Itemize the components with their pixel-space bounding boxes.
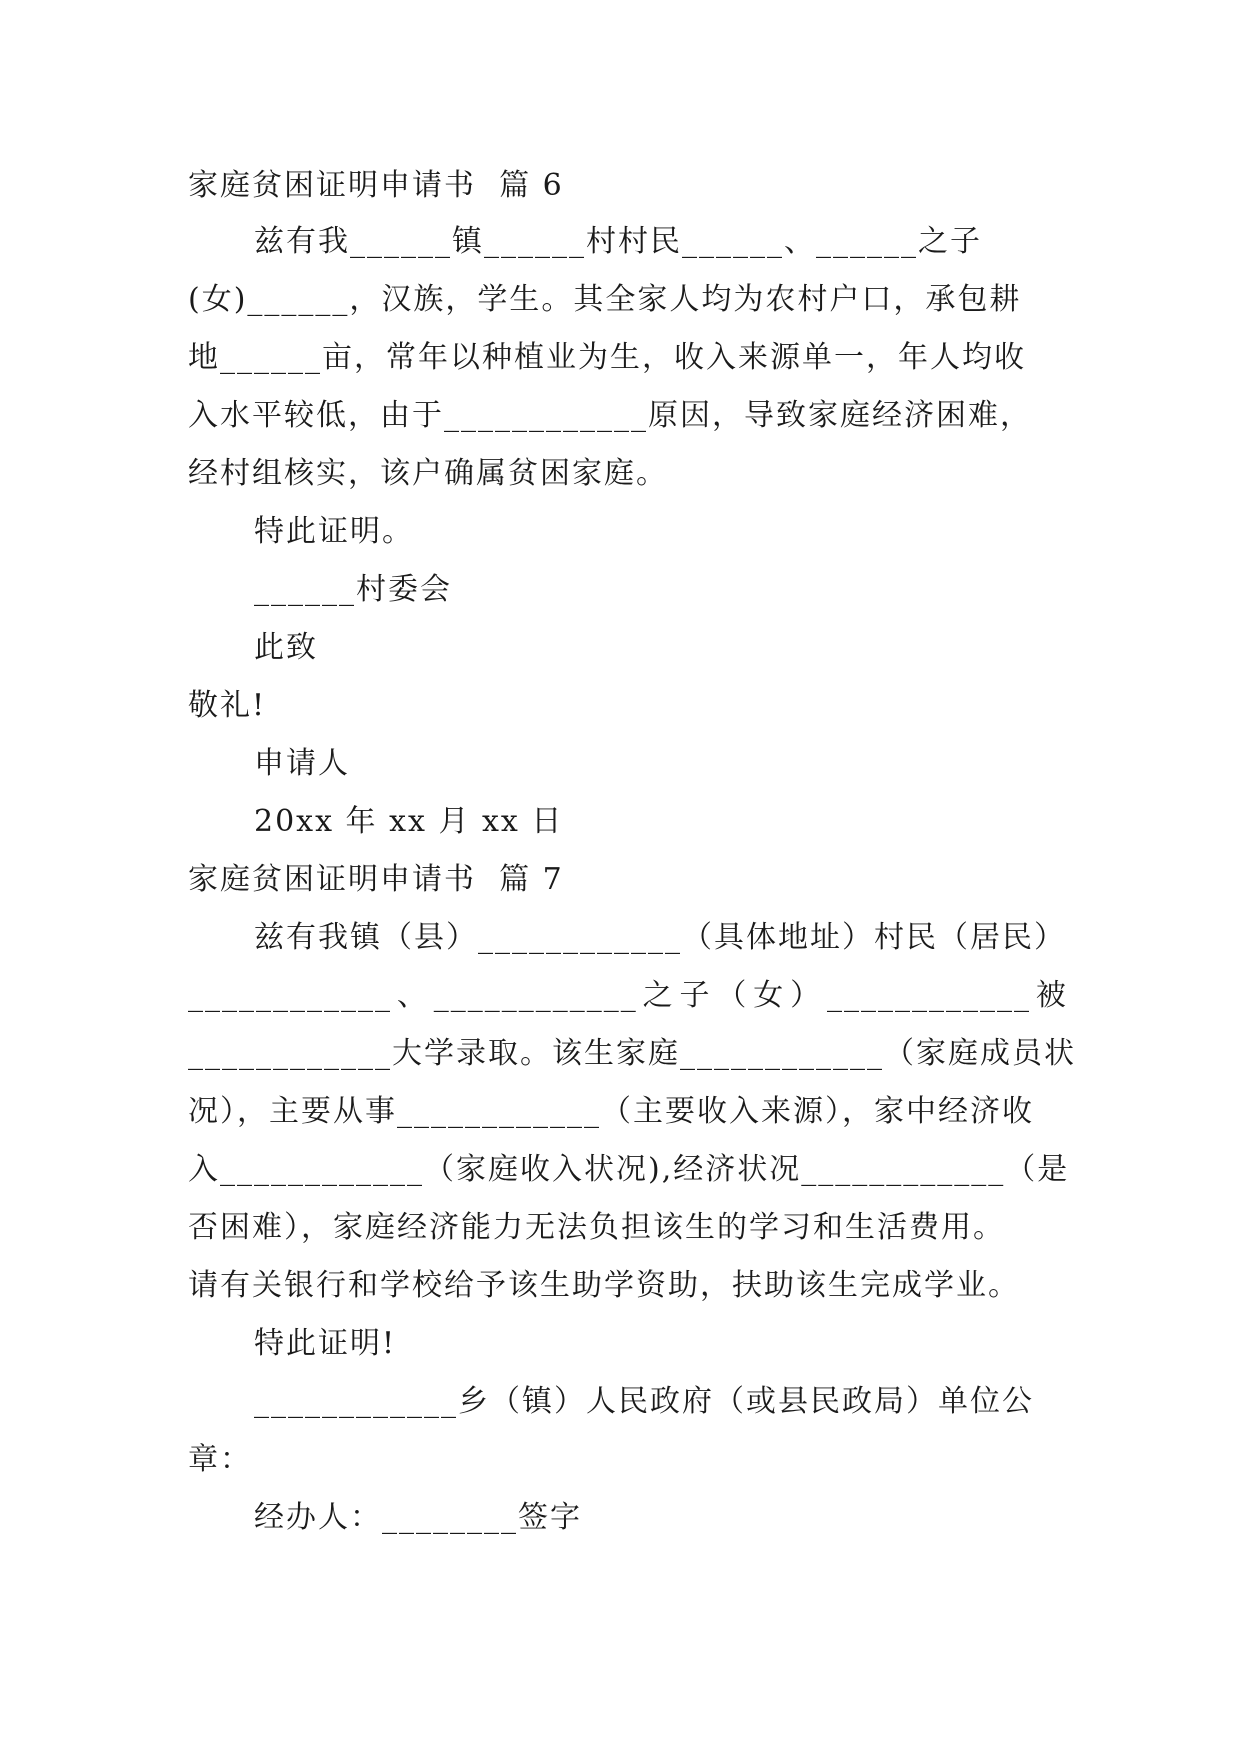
paragraph-line: 兹有我______镇______村村民______、______之子: [254, 224, 982, 259]
paragraph-line: 经村组核实，该户确属贫困家庭。: [188, 456, 668, 491]
paragraph-line-justified: [188, 976, 1068, 1016]
paragraph-line: 请有关银行和学校给予该生助学资助，扶助该生完成学业。: [188, 1268, 1020, 1303]
text-fragment: （: [716, 978, 749, 1013]
text-fragment: 子: [679, 978, 712, 1013]
closing-jingli: 敬礼!: [188, 688, 267, 723]
blank-field: ____________: [827, 978, 1031, 1013]
paragraph-line: (女)______，汉族，学生。其全家人均为农村户口，承包耕: [188, 282, 1022, 317]
paragraph-line: 兹有我镇（县）____________（具体地址）村民（居民）: [254, 920, 1066, 955]
certify-text: 特此证明。: [254, 514, 414, 549]
handler-signature: 经办人：________签字: [254, 1500, 582, 1535]
text-fragment: 之: [642, 978, 675, 1013]
paragraph-line: 入水平较低，由于____________原因，导致家庭经济困难，: [188, 398, 1032, 433]
blank-field: ____________: [433, 978, 638, 1013]
paragraph-line: 况），主要从事____________（主要收入来源），家中经济收: [188, 1094, 1034, 1129]
paragraph-line: 否困难），家庭经济能力无法负担该生的学习和生活费用。: [188, 1210, 1005, 1245]
text-fragment: 被: [1035, 978, 1068, 1013]
section-7-title: 家庭贫困证明申请书 篇 7: [188, 862, 564, 897]
certify-text: 特此证明!: [254, 1326, 397, 1361]
government-seal-line: 章：: [188, 1442, 252, 1477]
text-fragment: 女: [753, 978, 786, 1013]
text-fragment: 、: [396, 978, 429, 1013]
text-fragment: ）: [790, 978, 823, 1013]
paragraph-line: 地______亩，常年以种植业为生，收入来源单一，年人均收: [188, 340, 1026, 375]
paragraph-line: ____________大学录取。该生家庭____________（家庭成员状: [188, 1036, 1076, 1071]
section-6-title: 家庭贫困证明申请书 篇 6: [188, 168, 564, 203]
applicant-label: 申请人: [254, 746, 350, 781]
government-seal-line: ____________乡（镇）人民政府（或县民政局）单位公: [254, 1384, 1034, 1419]
paragraph-line: 入____________（家庭收入状况),经济状况____________（是: [188, 1152, 1070, 1187]
date-text: 20xx 年 xx 月 xx 日: [254, 804, 564, 839]
blank-field: ____________: [188, 978, 392, 1013]
closing-zhici: 此致: [254, 630, 318, 665]
committee-signature: ______村委会: [254, 572, 452, 607]
